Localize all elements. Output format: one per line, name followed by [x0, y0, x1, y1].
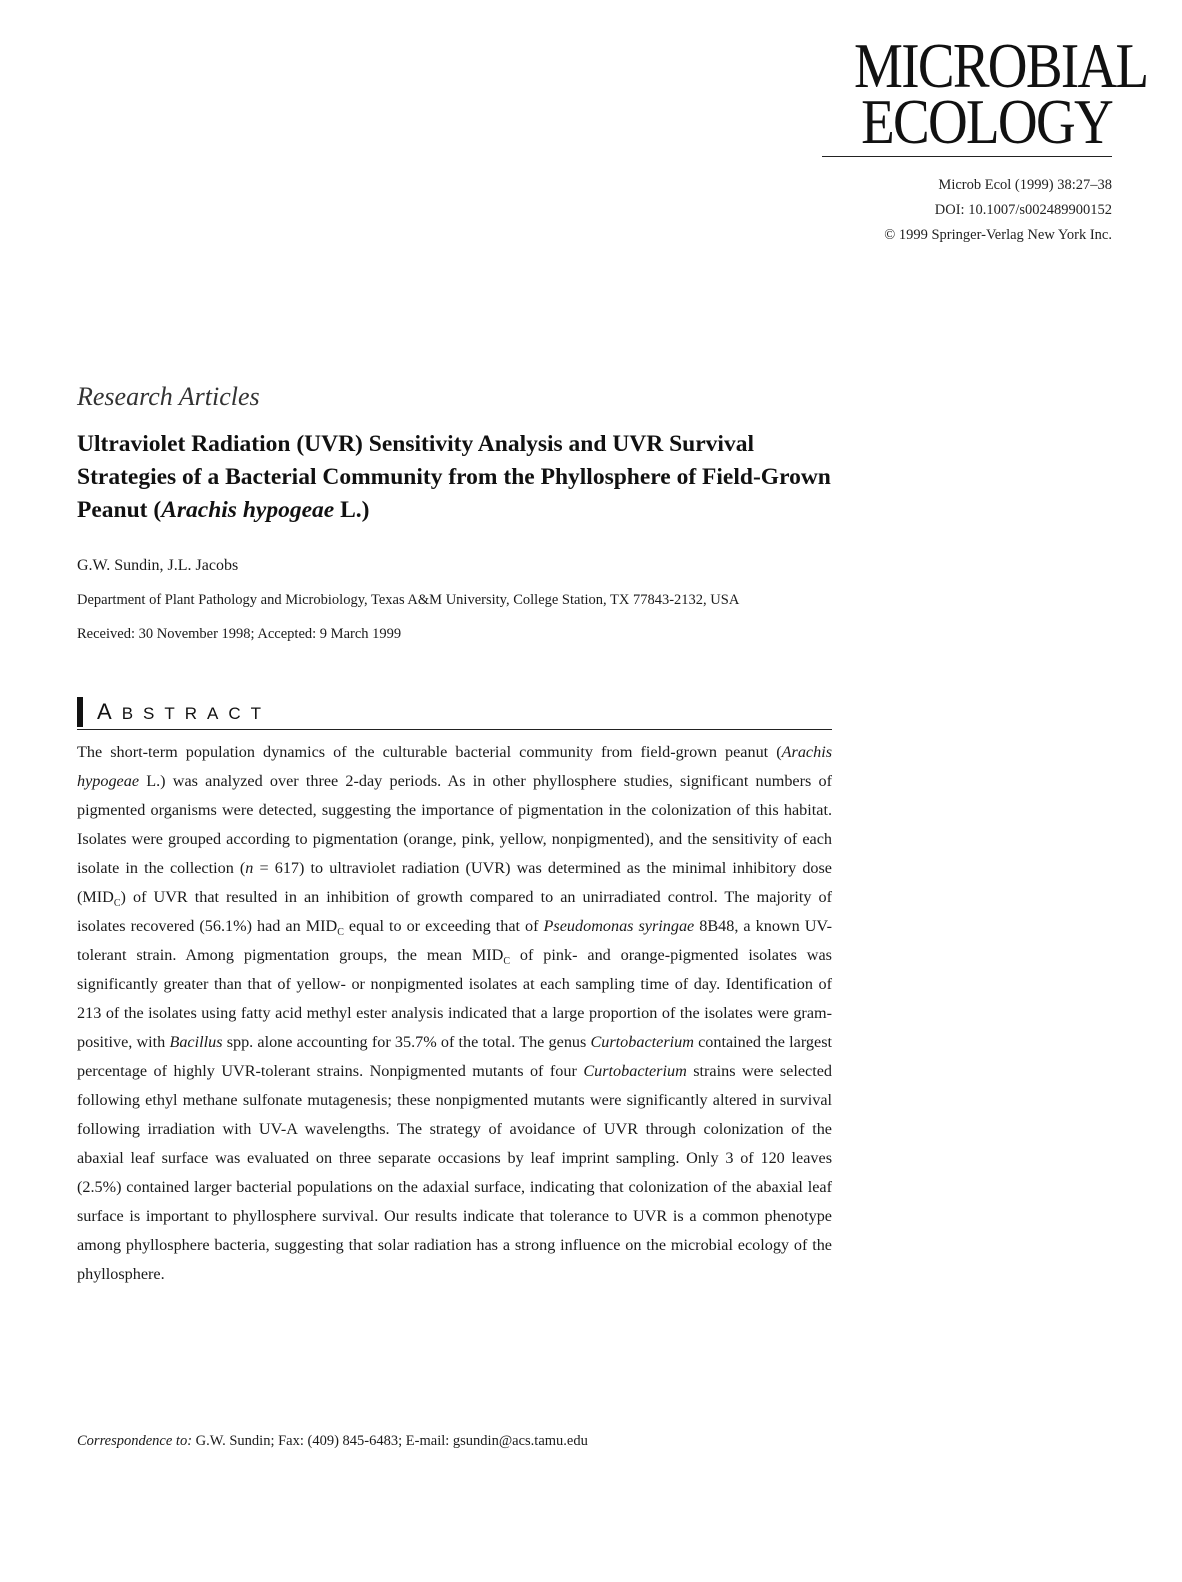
abstract-subscript: C: [337, 927, 344, 939]
title-main: Ultraviolet Radiation (UVR) Sensitivity Analysis and UVR Survival Strategies of a Bacterial Community from the Phyllosphere of Field-Grown Peanut (: [77, 431, 831, 523]
abstract-text: ) of UVR that resulted in an inhibition of growth compared to an unirradiated control. The majority of isolates recovered (56.1%) had an MID: [77, 888, 832, 935]
journal-masthead: [812, 30, 1148, 248]
abstract-subscript: C: [503, 956, 510, 968]
abstract-text: L.) was analyzed over three 2-day periods. As in other phyllosphere studies, significant numbers of pigmented organisms were detected, suggesting the importance of pigmentation in the colonization of this habitat. Isolates were grouped according to pigmentation (orange, pink, yellow, nonpigmented), and the sensitivity of each isolate in the collection (: [77, 772, 832, 877]
abstract-subscript: C: [113, 898, 121, 910]
title-end: L.): [334, 497, 370, 523]
abstract-variable: n: [245, 859, 254, 877]
citation: Microb Ecol (1999) 38:27–38: [938, 177, 1112, 193]
affiliation: Department of Plant Pathology and Microbiology, Texas A&M University, College Station, TX 77843-2132, USA: [77, 592, 740, 608]
abstract-species: Bacillus: [169, 1033, 223, 1051]
abstract-text: 8B48, a known UV-tolerant strain. Among pigmentation groups, the mean MID: [77, 917, 833, 964]
doi: DOI: 10.1007/s002489900152: [934, 202, 1112, 218]
copyright: © 1999 Springer-Verlag New York Inc.: [884, 227, 1112, 243]
logo-line-1: MICROBIAL: [854, 30, 1148, 101]
article-header: [77, 382, 832, 1289]
abstract-species: Curtobacterium: [583, 1062, 687, 1080]
abstract-heading-initial: A: [97, 699, 122, 724]
abstract-body: [77, 738, 832, 1289]
journal-logo: [854, 30, 1148, 157]
abstract-text: of pink- and orange-pigmented isolates was significantly greater than that of yellow- or nonpigmented isolates at each sampling time of day. Identification of 213 of the isolates using fatty acid methyl ester analysis indicated that a large proportion of the isolates were gram-positive, with: [77, 946, 832, 1051]
title-species: Arachis hypogeae: [161, 497, 335, 523]
abstract-text: contained the largest percentage of highly UVR-tolerant strains. Nonpigmented mutants of four: [77, 1033, 832, 1080]
abstract-text: equal to or exceeding that of: [343, 917, 544, 935]
correspondence-label: Correspondence to:: [77, 1433, 193, 1449]
received-date: Received: 30 November 1998; Accepted: 9 March 1999: [77, 626, 402, 642]
article-title: [77, 428, 832, 527]
section-label: Research Articles: [77, 382, 260, 411]
abstract-heading: [77, 697, 832, 730]
authors: G.W. Sundin, J.L. Jacobs: [77, 557, 239, 574]
correspondence: [77, 1430, 597, 1452]
correspondence-text: G.W. Sundin; Fax: (409) 845-6483; E-mail: gsundin@acs.tamu.edu: [192, 1433, 588, 1449]
abstract-text: spp. alone accounting for 35.7% of the total. The genus: [222, 1033, 591, 1051]
abstract-heading-text: [97, 699, 271, 725]
logo-line-2: ECOLOGY: [861, 86, 1112, 157]
citation-block: [812, 173, 1112, 248]
abstract-species: Pseudomonas syringae: [543, 917, 695, 935]
abstract-heading-rest: BSTRACT: [121, 704, 272, 723]
abstract-species: Curtobacterium: [590, 1033, 694, 1051]
abstract-text: strains were selected following ethyl methane sulfonate mutagenesis; these nonpigmented mutants were significantly altered in survival following irradiation with UV-A wavelengths. The strategy of avoidance of UVR through colonization of the abaxial leaf surface was evaluated on three separate occasions by leaf imprint sampling. Only 3 of 120 leaves (2.5%) contained larger bacterial populations on the adaxial surface, indicating that colonization of the abaxial leaf surface is important to phyllosphere survival. Our results indicate that tolerance to UVR is a common phenotype among phyllosphere bacteria, suggesting that solar radiation has a strong influence on the microbial ecology of the phyllosphere.: [77, 1062, 832, 1283]
abstract-text: The short-term population dynamics of the culturable bacterial community from field-grown peanut (: [77, 743, 782, 761]
abstract-bar: [77, 697, 83, 727]
abstract-text: = 617) to ultraviolet radiation (UVR) was determined as the minimal inhibitory dose (MID: [77, 859, 832, 906]
abstract-species: Arachis hypogeae: [77, 743, 832, 790]
